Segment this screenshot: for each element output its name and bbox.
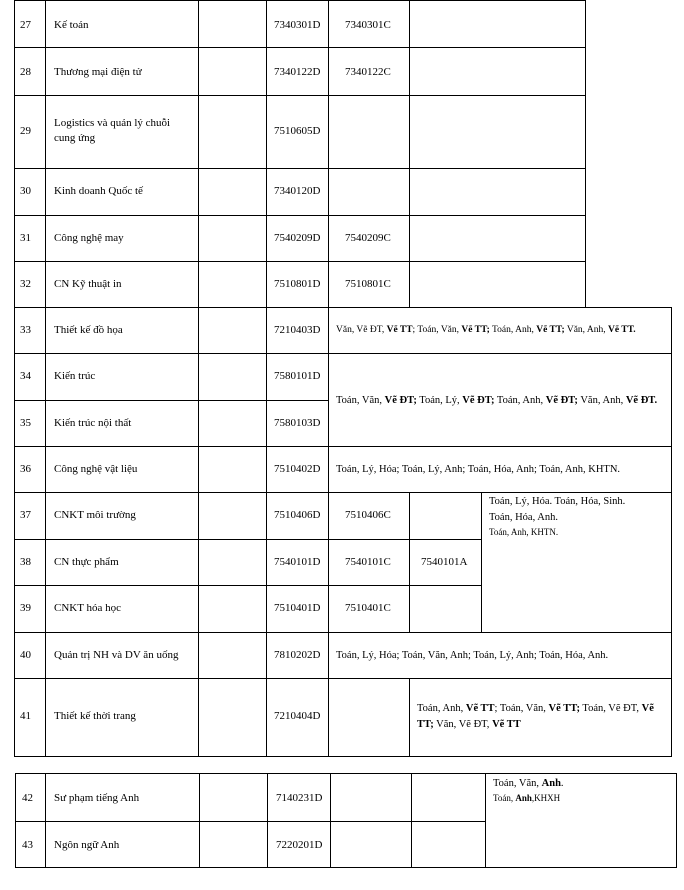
code-college: 7340122C	[345, 66, 391, 78]
code-university: 7510406D	[274, 509, 321, 521]
major-name: CN thực phẩm	[54, 556, 119, 568]
code-university: 7220201D	[276, 839, 323, 851]
major-name: Ngôn ngữ Anh	[54, 839, 120, 851]
subject-combination: Toán, Văn, Vẽ ĐT; Toán, Lý, Vẽ ĐT; Toán, Anh, Vẽ ĐT; Văn, Anh, Vẽ ĐT.	[336, 395, 658, 406]
grid-line	[671, 307, 672, 757]
grid-line	[330, 773, 331, 868]
code-university: 7510401D	[274, 602, 321, 614]
code-college: 7540209C	[345, 232, 391, 244]
grid-line	[14, 215, 586, 216]
subject-combination: Toán, Anh, KHTN.	[489, 527, 559, 537]
code-university: 7540101D	[274, 556, 321, 568]
row-number: 38	[20, 556, 31, 568]
grid-line	[14, 492, 672, 493]
row-number: 29	[20, 125, 31, 137]
subject-combination: Toán, Anh, Vẽ TT; Toán, Văn, Vẽ TT; Toán, Vẽ ĐT, Vẽ	[417, 703, 654, 714]
subject-combination: Toán, Lý, Hóa; Toán, Lý, Anh; Toán, Hóa, Anh; Toán, Anh, KHTN.	[336, 464, 621, 475]
row-number: 28	[20, 66, 31, 78]
grid-line	[14, 0, 586, 1]
code-university: 7210403D	[274, 324, 321, 336]
row-number: 32	[20, 278, 31, 290]
subject-combination: Toán, Văn, Anh.	[493, 778, 564, 789]
major-name: Thiết kế đồ họa	[54, 324, 123, 336]
grid-line	[328, 0, 329, 757]
grid-line	[198, 0, 199, 757]
row-number: 43	[22, 839, 33, 851]
code-university: 7580101D	[274, 370, 321, 382]
row-number: 30	[20, 185, 31, 197]
code-college: 7510401C	[345, 602, 391, 614]
major-name: CNKT hóa học	[54, 602, 122, 614]
grid-line	[14, 307, 672, 308]
major-name: CNKT môi trường	[54, 509, 136, 521]
grid-line	[409, 678, 410, 757]
grid-line	[45, 773, 46, 868]
code-university: 7140231D	[276, 792, 323, 804]
grid-line	[14, 95, 586, 96]
code-university: 7510402D	[274, 463, 321, 475]
grid-line	[481, 492, 482, 632]
grid-line	[15, 867, 677, 868]
grid-line	[14, 168, 586, 169]
code-university: 7510801D	[274, 278, 321, 290]
code-associate: 7540101A	[421, 556, 468, 568]
subject-combination: Văn, Vẽ ĐT, Vẽ TT; Toán, Văn, Vẽ TT; Toán, Anh, Vẽ TT; Văn, Anh, Vẽ TT.	[336, 325, 636, 335]
code-university: 7340120D	[274, 185, 321, 197]
row-number: 33	[20, 324, 31, 336]
major-name: Thương mại điện tử	[54, 66, 142, 78]
grid-line	[199, 773, 200, 868]
grid-line	[14, 353, 672, 354]
major-name: Sư phạm tiếng Anh	[54, 792, 140, 804]
grid-line	[14, 585, 482, 586]
code-university: 7810202D	[274, 649, 321, 661]
grid-line	[14, 756, 672, 757]
code-college: 7510801C	[345, 278, 391, 290]
major-name: CN Kỹ thuật in	[54, 278, 122, 290]
row-number: 40	[20, 649, 31, 661]
row-number: 39	[20, 602, 31, 614]
major-name: Kế toán	[54, 19, 89, 31]
grid-line	[14, 400, 329, 401]
row-number: 27	[20, 19, 31, 31]
major-name: Quản trị NH và DV ăn uống	[54, 649, 179, 661]
code-college: 7540101C	[345, 556, 391, 568]
grid-line	[14, 261, 586, 262]
major-name: Kinh doanh Quốc tế	[54, 185, 143, 197]
grid-line	[485, 773, 486, 868]
major-name: Công nghệ may	[54, 232, 124, 244]
code-college: 7340301C	[345, 19, 391, 31]
subject-combination: Toán, Lý, Hóa; Toán, Văn, Anh; Toán, Lý, Anh; Toán, Hóa, Anh.	[336, 650, 609, 661]
grid-line	[14, 678, 672, 679]
major-name: Logistics và quản lý chuỗi cung ứng	[54, 117, 171, 144]
grid-line	[266, 0, 267, 757]
subject-combination: Toán, Anh,KHXH	[493, 793, 561, 803]
grid-line	[14, 539, 482, 540]
grid-line	[411, 773, 412, 868]
row-number: 42	[22, 792, 33, 804]
code-college: 7510406C	[345, 509, 391, 521]
major-name: Kiến trúc	[54, 370, 96, 382]
grid-line	[15, 773, 16, 868]
grid-line	[14, 632, 672, 633]
major-name: Thiết kế thời trang	[54, 710, 136, 722]
grid-line	[14, 446, 672, 447]
code-university: 7580103D	[274, 417, 321, 429]
row-number: 31	[20, 232, 31, 244]
code-university: 7210404D	[274, 710, 321, 722]
subject-combination: Toán, Lý, Hóa. Toán, Hóa, Sinh.	[489, 496, 626, 507]
code-university: 7540209D	[274, 232, 321, 244]
grid-line	[15, 773, 677, 774]
subject-combination: TT; Văn, Vẽ ĐT, Vẽ TT	[417, 719, 521, 730]
code-university: 7340301D	[274, 19, 321, 31]
grid-line	[409, 492, 410, 632]
grid-line	[676, 773, 677, 868]
row-number: 37	[20, 509, 31, 521]
row-number: 41	[20, 710, 31, 722]
major-name: Công nghệ vật liệu	[54, 463, 138, 475]
code-university: 7340122D	[274, 66, 321, 78]
row-number: 35	[20, 417, 31, 429]
row-number: 34	[20, 370, 31, 382]
grid-line	[267, 773, 268, 868]
grid-line	[14, 47, 586, 48]
subject-combination: Toán, Hóa, Anh.	[489, 512, 558, 523]
row-number: 36	[20, 463, 31, 475]
grid-line	[14, 0, 15, 757]
major-name: Kiến trúc nội thất	[54, 417, 132, 429]
grid-line	[15, 821, 486, 822]
code-university: 7510605D	[274, 125, 321, 137]
grid-line	[45, 0, 46, 757]
